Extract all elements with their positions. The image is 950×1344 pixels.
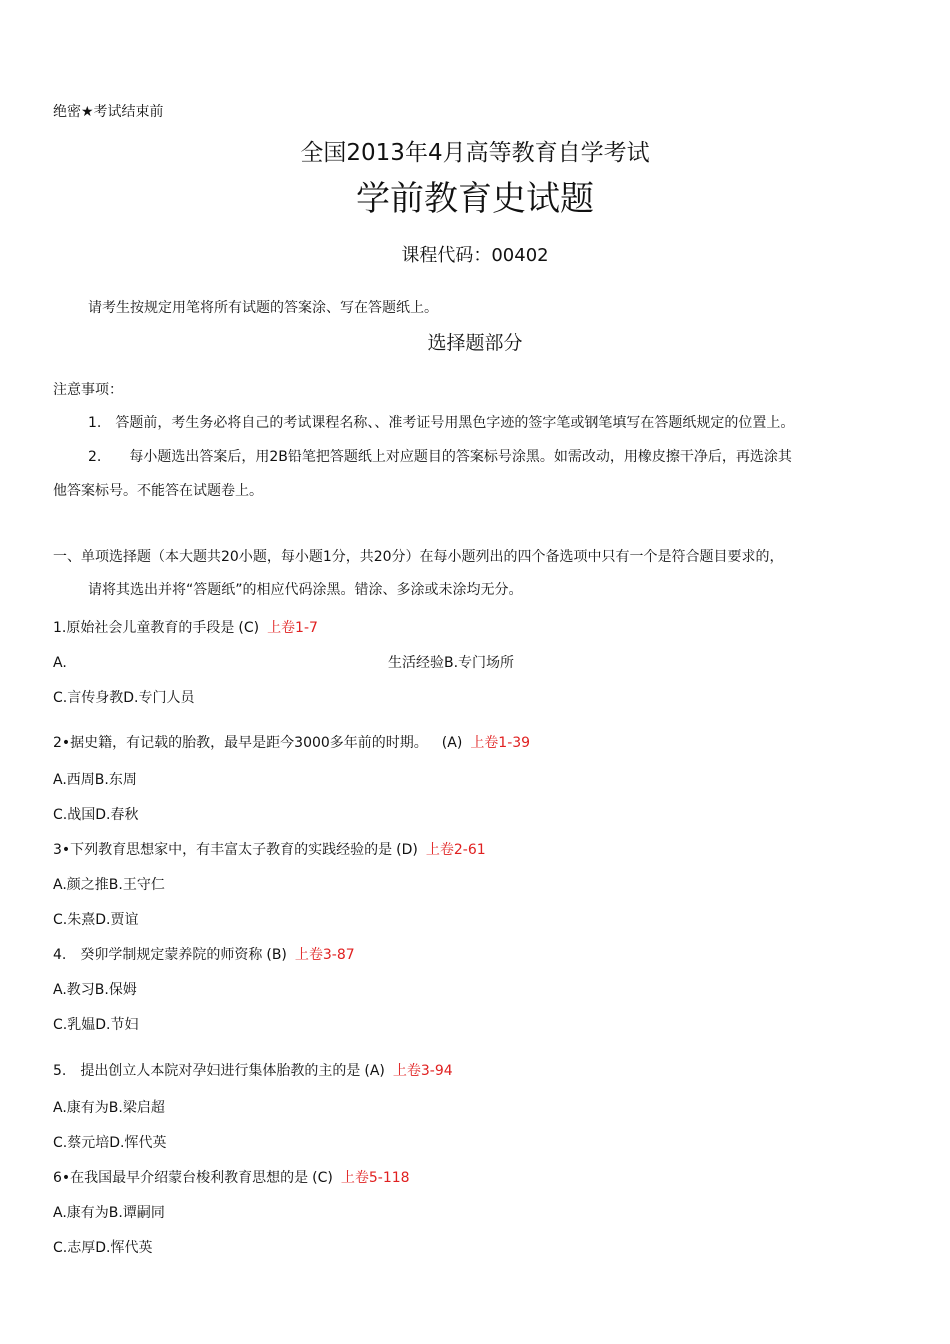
question-1-option-a-label: A. bbox=[53, 655, 67, 671]
question-1-options-c-d: C.言传身教D.专门人员 bbox=[53, 690, 195, 706]
question-5-options-c-d: C.蔡元培D.恽代英 bbox=[53, 1135, 167, 1151]
exam-title: 全国2013年4月高等教育自学考试 bbox=[300, 140, 650, 166]
notice-item-1: 1. 答题前，考生务必将自己的考试课程名称、、准考证号用黑色字迹的签字笔或钢笔填写在答题纸规定的位置上。 bbox=[88, 415, 795, 431]
question-answer: (C) bbox=[238, 620, 260, 636]
notice-heading: 注意事项： bbox=[53, 382, 123, 398]
question-reference: 上卷3-87 bbox=[294, 947, 355, 963]
question-stem: 1.原始社会儿童教育的手段是 bbox=[53, 620, 235, 636]
question-reference: 上卷5-118 bbox=[340, 1170, 410, 1186]
instruction-text: 请考生按规定用笔将所有试题的答案涂、写在答题纸上。 bbox=[88, 300, 438, 316]
question-6-stem-line bbox=[53, 1168, 410, 1188]
question-answer: (C) bbox=[312, 1170, 333, 1186]
question-reference: 上卷2-61 bbox=[425, 842, 486, 858]
question-stem: 3•下列教育思想家中，有丰富太子教育的实践经验的是 bbox=[53, 842, 393, 858]
question-2-options-a-b: A.西周B.东周 bbox=[53, 772, 137, 788]
question-answer: (A) bbox=[364, 1063, 385, 1079]
part-heading-continued: 请将其选出并将“答题纸”的相应代码涂黑。错涂、多涂或未涂均无分。 bbox=[88, 582, 523, 598]
question-6-options-a-b: A.康有为B.谭嗣同 bbox=[53, 1205, 165, 1221]
question-1-option-a-b: 生活经验B.专门场所 bbox=[388, 655, 515, 671]
question-stem: 5. 提出创立人本院对孕妇进行集体胎教的主的是 bbox=[53, 1063, 361, 1079]
question-2-options-c-d: C.战国D.春秋 bbox=[53, 807, 139, 823]
notice-item-2-continued: 他答案标号。不能答在试题卷上。 bbox=[53, 483, 263, 499]
notice-item-2: 2. 每小题选出答案后，用2B铅笔把答题纸上对应题目的答案标号涂黑。如需改动，用橡皮擦干净后，再选涂其 bbox=[88, 449, 792, 465]
question-5-stem-line bbox=[53, 1061, 453, 1081]
secret-mark: 绝密★考试结束前 bbox=[53, 104, 164, 120]
question-stem: 2•据史籍，有记载的胎教，最早是距今3000多年前的时期。 bbox=[53, 735, 428, 751]
subject-title: 学前教育史试题 bbox=[356, 179, 594, 219]
question-answer: (A) bbox=[441, 735, 463, 751]
question-3-options-a-b: A.颜之推B.王守仁 bbox=[53, 877, 165, 893]
course-code: 课程代码：00402 bbox=[401, 245, 549, 266]
question-2-stem-line bbox=[53, 733, 530, 753]
question-answer: (D) bbox=[396, 842, 418, 858]
question-4-options-c-d: C.乳媪D.节妇 bbox=[53, 1017, 139, 1033]
question-answer: (B) bbox=[266, 947, 287, 963]
question-3-options-c-d: C.朱熹D.贾谊 bbox=[53, 912, 139, 928]
question-1-stem-line bbox=[53, 618, 318, 638]
question-reference: 上卷1-7 bbox=[267, 620, 318, 636]
question-reference: 上卷1-39 bbox=[470, 735, 531, 751]
question-stem: 4. 癸卯学制规定蒙养院的师资称 bbox=[53, 947, 263, 963]
question-stem: 6•在我国最早介绍蒙台梭利教育思想的是 bbox=[53, 1170, 309, 1186]
question-4-options-a-b: A.教习B.保姆 bbox=[53, 982, 137, 998]
question-4-stem-line bbox=[53, 945, 355, 965]
question-reference: 上卷3-94 bbox=[392, 1063, 453, 1079]
question-3-stem-line bbox=[53, 840, 486, 860]
part-heading: 一、单项选择题（本大题共20小题，每小题1分，共20分）在每小题列出的四个备选项中只有一个是符合题目要求的， bbox=[53, 549, 784, 565]
section-title: 选择题部分 bbox=[427, 332, 523, 354]
question-5-options-a-b: A.康有为B.梁启超 bbox=[53, 1100, 165, 1116]
question-6-options-c-d: C.志厚D.恽代英 bbox=[53, 1240, 153, 1256]
